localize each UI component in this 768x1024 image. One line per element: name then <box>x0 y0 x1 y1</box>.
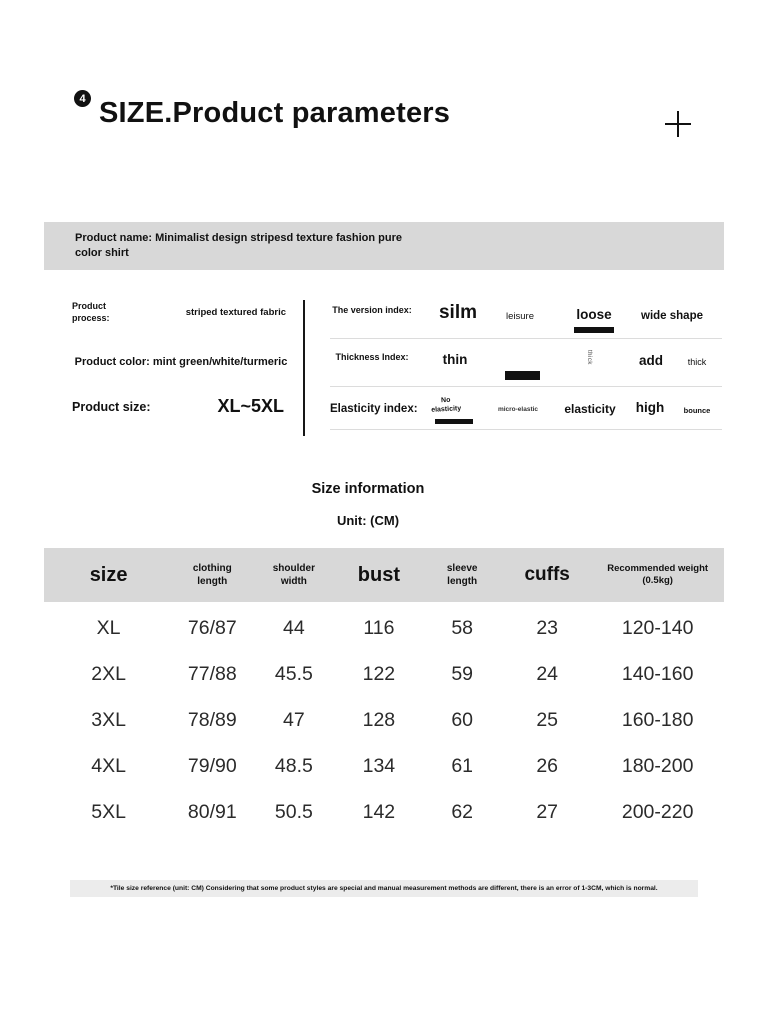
col-header-recommended-weight <box>591 563 724 588</box>
no-elasticity-underline-bar <box>435 419 473 424</box>
table-row <box>44 697 724 743</box>
table-cell: 3XL <box>91 708 126 731</box>
col-header-bust: bust <box>357 563 400 586</box>
unit-heading: Unit: (CM) <box>336 513 400 528</box>
table-cell: 120-140 <box>621 616 694 639</box>
table-cell: 140-160 <box>621 662 694 685</box>
elasticity-option-high: high <box>635 400 665 415</box>
thickness-option-thick: thick <box>687 357 707 367</box>
version-option-wide-shape: wide shape <box>641 310 703 322</box>
table-row <box>44 789 724 835</box>
col-header-shoulder-width <box>251 562 336 588</box>
elasticity-option-bounce: bounce <box>683 406 711 415</box>
table-cell: 44 <box>283 616 305 639</box>
size-table-header <box>44 548 724 602</box>
table-cell: 76/87 <box>187 616 237 639</box>
table-cell: 61 <box>451 754 474 777</box>
table-cell: 48.5 <box>274 754 313 777</box>
loose-underline-bar <box>574 327 614 333</box>
table-cell: 160-180 <box>621 708 694 731</box>
col-header-clothing-length <box>173 562 251 588</box>
thickness-black-bar <box>505 371 540 380</box>
product-name-text <box>75 231 402 261</box>
table-cell: 62 <box>451 800 474 823</box>
product-color-text: Product color: mint green/white/turmeric <box>74 356 288 368</box>
col-header-text: shoulder width <box>272 563 315 587</box>
product-process-label: Product process: <box>72 301 110 323</box>
table-cell: 142 <box>362 800 396 823</box>
footnote-text: *Tile size reference (unit: CM) Considering that some product styles are special and manual measurement methods are different, there is an error of 1-3CM, which is normal. <box>70 880 698 897</box>
table-cell: 23 <box>536 616 559 639</box>
thickness-option-add: add <box>638 353 663 368</box>
table-cell: 77/88 <box>187 662 237 685</box>
table-cell: 25 <box>536 708 559 731</box>
table-cell: 50.5 <box>274 800 313 823</box>
vertical-divider <box>303 300 305 436</box>
col-header-cuffs: cuffs <box>524 564 570 585</box>
table-cell: 60 <box>451 708 474 731</box>
table-cell: 26 <box>536 754 559 777</box>
table-cell: 47 <box>283 708 305 731</box>
plus-icon[interactable] <box>662 108 694 145</box>
table-cell: 59 <box>451 662 474 685</box>
thickness-option-thick-vertical: thick <box>586 350 592 365</box>
table-cell: 80/91 <box>187 800 237 823</box>
table-cell: 58 <box>451 616 474 639</box>
page-title: SIZE.Product parameters <box>99 97 451 129</box>
table-cell: 78/89 <box>187 708 237 731</box>
row-separator <box>330 429 722 430</box>
version-option-loose: loose <box>576 307 612 322</box>
elasticity-option-micro-elastic: micro-elastic <box>497 406 539 413</box>
table-cell: 5XL <box>91 800 126 823</box>
row-separator <box>330 338 722 339</box>
table-cell: 45.5 <box>274 662 313 685</box>
table-row <box>44 651 724 697</box>
table-cell: 24 <box>536 662 559 685</box>
version-index-label: The version index: <box>332 305 412 315</box>
thickness-index-label: Thickness Index: <box>335 352 409 362</box>
table-cell: 116 <box>363 616 395 639</box>
table-cell: 27 <box>536 800 559 823</box>
version-option-leisure: leisure <box>506 311 534 322</box>
size-table-body <box>44 605 724 835</box>
table-cell: 122 <box>362 662 396 685</box>
product-name-banner <box>44 222 724 270</box>
product-process-value: striped textured fabric <box>185 307 286 319</box>
product-size-row <box>60 396 302 417</box>
table-cell: 4XL <box>91 754 126 777</box>
table-cell: 134 <box>362 754 396 777</box>
table-cell: 180-200 <box>621 754 694 777</box>
product-name-line2: color shirt <box>75 247 129 259</box>
row-separator <box>330 386 722 387</box>
table-cell: 128 <box>362 708 396 731</box>
elasticity-option-no-elasticity: No elasticity <box>431 396 462 415</box>
col-header-text: clothing length <box>192 563 232 587</box>
col-header-sleeve-length <box>421 562 503 588</box>
col-header-text: sleeve length <box>446 563 478 587</box>
product-process-row <box>60 301 302 324</box>
table-cell: 79/90 <box>187 754 237 777</box>
elasticity-index-label: Elasticity index: <box>330 403 418 415</box>
product-size-value: XL~5XL <box>217 396 284 416</box>
product-name-line1: Product name: Minimalist design stripesd texture fashion pure <box>75 232 403 245</box>
col-header-size: size <box>89 563 128 586</box>
table-cell: 200-220 <box>621 800 694 823</box>
table-cell: XL <box>96 616 121 639</box>
col-header-text: Recommended weight (0.5kg) <box>607 562 709 586</box>
table-cell: 2XL <box>91 662 126 685</box>
size-information-heading: Size information <box>311 481 425 497</box>
table-row <box>44 743 724 789</box>
elasticity-option-elasticity: elasticity <box>564 402 616 416</box>
section-number-badge: 4 <box>74 90 91 107</box>
version-option-silm: silm <box>438 302 478 323</box>
product-size-label: Product size: <box>72 399 151 414</box>
table-row <box>44 605 724 651</box>
thickness-option-thin: thin <box>442 352 468 367</box>
